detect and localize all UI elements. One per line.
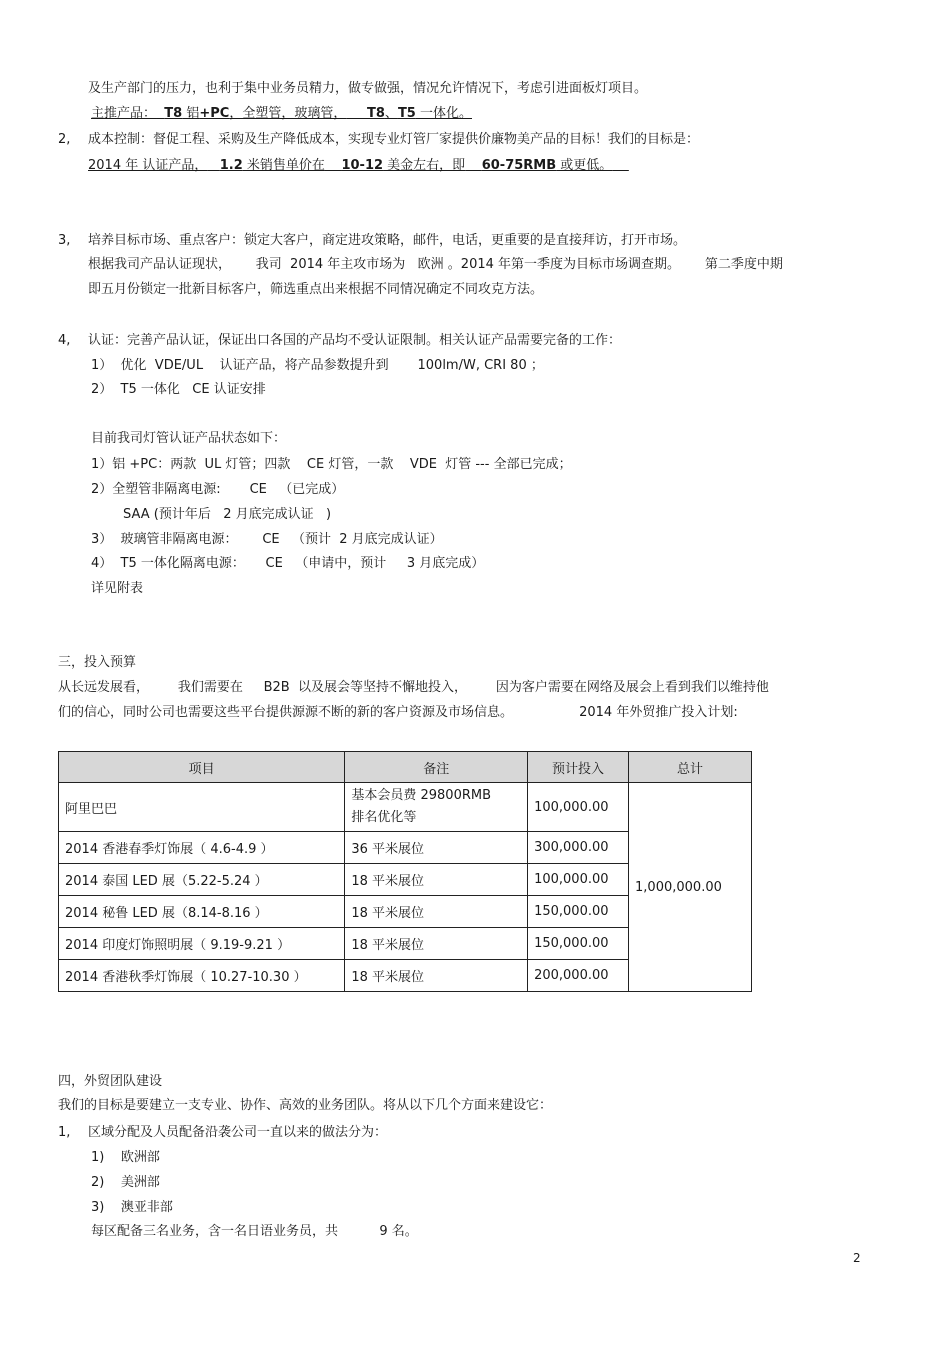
product-text: ，全塑管，玻璃管， — [229, 106, 347, 121]
paragraph-line: 每区配备三名业务，含一名日语业务员，共 9 名。 — [91, 1224, 418, 1239]
cell-amount: 100,000.00 — [528, 783, 629, 832]
target-market-line: 培养目标市场、重点客户：锁定大客户，商定进攻策略，邮件，电话，更重要的是直接拜访，打开市场。 — [88, 233, 687, 248]
cell-note — [345, 783, 528, 832]
paragraph-line: 及生产部门的压力，也利于集中业务员精力，做专做强，情况允许情况下，考虑引进面板灯项目。 — [88, 81, 648, 96]
cell-note: 18 平米展位 — [345, 928, 528, 960]
paragraph-line: 详见附表 — [91, 581, 144, 596]
cell-item: 2014 香港春季灯饰展（ 4.6-4.9 ） — [59, 832, 345, 864]
table-row — [59, 783, 752, 832]
price-target-line — [88, 157, 629, 175]
price-target-text: 或更低。 — [556, 158, 613, 173]
paragraph-line: 根据我司产品认证现状， 我司 2014 年主攻市场为 欧洲 。2014 年第一季度为目标市场调查期。 第二季度中期 — [88, 257, 783, 272]
table-header-row — [59, 752, 752, 783]
price-target-text: 2014 年 认证产品， — [88, 158, 208, 173]
team-item: 3) 澳亚非部 — [91, 1200, 173, 1215]
price-target-rmb: 60-75RMB — [481, 158, 557, 173]
cell-item: 2014 泰国 LED 展（5.22-5.24 ） — [59, 864, 345, 896]
price-target-text: 米销售单价在 — [242, 158, 325, 173]
cell-amount: 300,000.00 — [528, 832, 629, 864]
cell-note: 18 平米展位 — [345, 960, 528, 992]
paragraph-line: 目前我司灯管认证产品状态如下： — [91, 431, 287, 446]
section-heading: 三，投入预算 — [58, 655, 137, 670]
product-pc: +PC — [199, 106, 230, 121]
header-amount: 预计投入 — [528, 752, 629, 783]
status-item: SAA (预计年后 2 月底完成认证 ) — [123, 507, 332, 522]
main-products-prefix: 主推产品： — [91, 106, 157, 121]
certification-line: 认证：完善产品认证，保证出口各国的产品均不受认证限制。相关认证产品需要完备的工作： — [88, 333, 622, 348]
cell-item: 阿里巴巴 — [59, 783, 345, 832]
paragraph-line: 即五月份锁定一批新目标客户，筛选重点出来根据不同情况确定不同攻克方法。 — [88, 282, 544, 297]
paragraph-line: 们的信心，同时公司也需要这些平台提供源源不断的新的客户资源及市场信息。 2014 年外贸推广投入计划: — [58, 705, 738, 720]
main-products-line — [91, 105, 472, 123]
list-number: 2, — [58, 132, 71, 147]
status-item: 3） 玻璃管非隔离电源： CE （预计 2 月底完成认证） — [91, 532, 443, 547]
price-target-usd: 10-12 — [341, 158, 384, 173]
section-heading: 四，外贸团队建设 — [58, 1074, 163, 1089]
cell-amount: 100,000.00 — [528, 864, 629, 896]
cell-note: 18 平米展位 — [345, 896, 528, 928]
price-target-text: 美金左右，即 — [383, 158, 466, 173]
paragraph-line: 从长远发展看， 我们需要在 B2B 以及展会等坚持不懈地投入， 因为客户需要在网络及展会上看到我们以维持他 — [58, 680, 769, 695]
product-text: 、 — [384, 106, 398, 121]
status-item: 2）全塑管非隔离电源: CE （已完成） — [91, 482, 345, 497]
team-item: 1) 欧洲部 — [91, 1150, 160, 1165]
cell-item: 2014 印度灯饰照明展（ 9.19-9.21 ） — [59, 928, 345, 960]
product-text: 铝 — [182, 106, 200, 121]
cost-control-line: 成本控制：督促工程、采购及生产降低成本，实现专业灯管厂家提供价廉物美产品的目标！我们的目标是： — [88, 132, 700, 147]
cell-item: 2014 秘鲁 LED 展（8.14-8.16 ） — [59, 896, 345, 928]
cell-note: 36 平米展位 — [345, 832, 528, 864]
price-target-length: 1.2 — [219, 158, 243, 173]
cell-item: 2014 香港秋季灯饰展（ 10.27-10.30 ） — [59, 960, 345, 992]
team-item: 2) 美洲部 — [91, 1175, 160, 1190]
page-number: 2 — [853, 1251, 861, 1265]
list-number: 3, — [58, 233, 71, 248]
cell-note: 18 平米展位 — [345, 864, 528, 896]
cell-total: 1,000,000.00 — [629, 783, 752, 992]
status-item: 1）铝 +PC：两款 UL 灯管；四款 CE 灯管，一款 VDE 灯管 --- 全部已完成； — [91, 457, 572, 472]
sub-item: 1） 优化 VDE/UL 认证产品，将产品参数提升到 100lm/W, CRI 80 ； — [91, 358, 544, 373]
note-line: 排名优化等 — [351, 810, 417, 825]
product-t8: T8 — [164, 106, 183, 121]
list-number: 4, — [58, 333, 71, 348]
product-text: 一体化。 — [415, 106, 472, 121]
paragraph-line: 区域分配及人员配备沿袭公司一直以来的做法分为： — [88, 1125, 388, 1140]
cell-amount: 150,000.00 — [528, 928, 629, 960]
cell-amount: 150,000.00 — [528, 896, 629, 928]
sub-item: 2） T5 一体化 CE 认证安排 — [91, 382, 266, 397]
list-number: 1, — [58, 1125, 71, 1140]
cell-amount: 200,000.00 — [528, 960, 629, 992]
budget-table — [58, 751, 752, 992]
header-item: 项目 — [59, 752, 345, 783]
status-item: 4） T5 一体化隔离电源： CE （申请中，预计 3 月底完成） — [91, 556, 485, 571]
paragraph-line: 我们的目标是要建立一支专业、协作、高效的业务团队。将从以下几个方面来建设它： — [58, 1098, 553, 1113]
product-t5: T5 — [397, 106, 416, 121]
header-total: 总计 — [629, 752, 752, 783]
note-line: 基本会员费 29800RMB — [351, 788, 492, 803]
header-note: 备注 — [345, 752, 528, 783]
product-t8-2: T8 — [367, 106, 385, 121]
